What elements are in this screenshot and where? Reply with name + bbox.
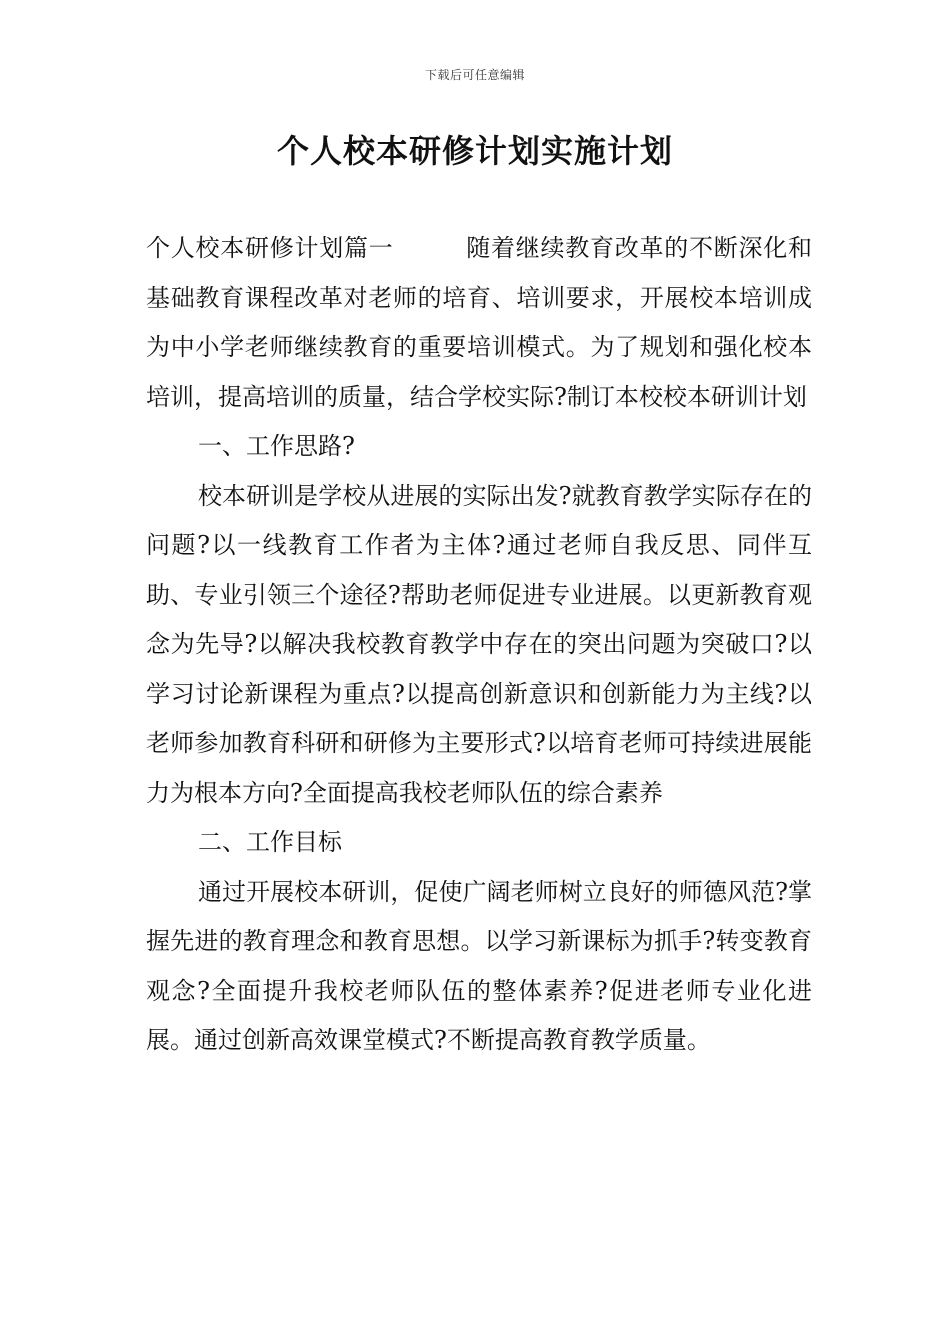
intro-lead: 个人校本研修计划篇一 (146, 234, 394, 262)
intro-paragraph (146, 224, 812, 422)
document-body (146, 224, 812, 1066)
section2-paragraph: 通过开展校本研训，促使广阔老师树立良好的师德风范?掌握先进的教育理念和教育思想。以学习新课标为抓手?转变教育观念?全面提升我校老师队伍的整体素养?促进老师专业化进展。通过创新高效课堂模式?不断提高教育教学质量。 (146, 877, 812, 1054)
section2-heading: 二、工作目标 (198, 828, 342, 856)
section1-paragraph: 校本研训是学校从进展的实际出发?就教育教学实际存在的问题?以一线教育工作者为主体?通过老师自我反思、同伴互助、专业引领三个途径?帮助老师促进专业进展。以更新教育观念为先导?以解决我校教育教学中存在的突出问题为突破口?以学习讨论新课程为重点?以提高创新意识和创新能力为主线?以老师参加教育科研和研修为主要形式?以培育老师可持续进展能力为根本方向?全面提高我校老师队伍的综合素养 (146, 481, 812, 807)
section1-heading: 一、工作思路? (198, 432, 355, 460)
intro-text: 随着继续教育改革的不断深化和基础教育课程改革对老师的培育、培训要求，开展校本培训成为中小学老师继续教育的重要培训模式。为了规划和强化校本培训，提高培训的质量，结合学校实际?制订本校校本研训计划 (146, 234, 812, 411)
header-note: 下载后可任意编辑 (424, 68, 525, 82)
document-title: 个人校本研修计划实施计划 (276, 132, 673, 170)
